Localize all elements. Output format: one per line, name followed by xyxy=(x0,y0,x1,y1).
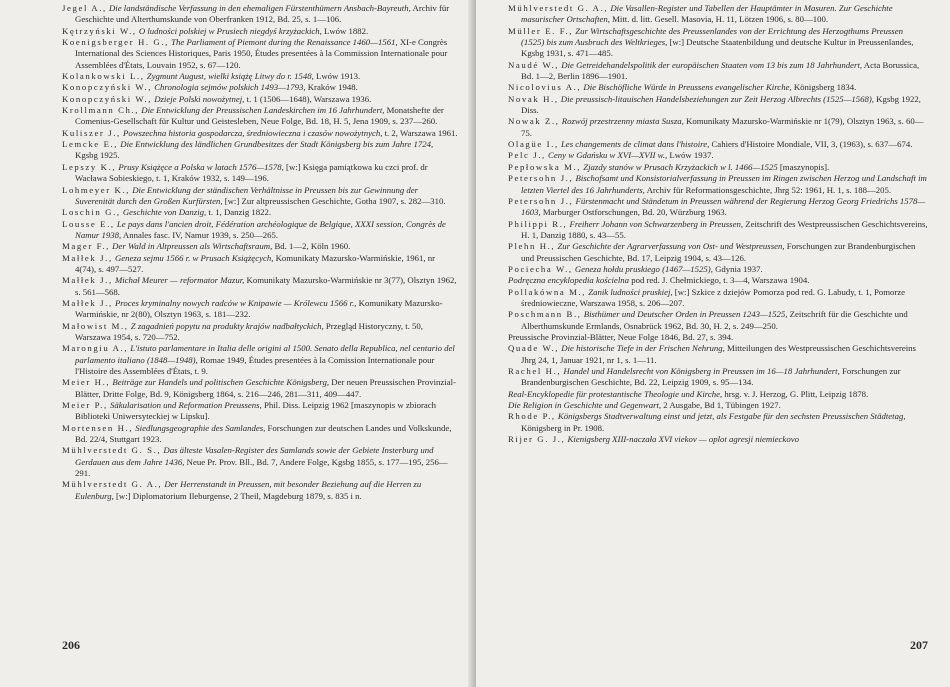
entry-title: The Parliament of Piemont during the Renaissance 1460—1561, xyxy=(168,37,398,48)
bibliography-entry xyxy=(508,150,928,161)
entry-author: Pepłowska M., xyxy=(508,161,582,172)
entry-title: Geschichte von Danzig, xyxy=(120,207,207,218)
bibliography-entry xyxy=(62,82,458,93)
entry-author: Pociecha W., xyxy=(508,263,573,274)
bibliography-entry xyxy=(508,219,928,242)
bibliography-entry xyxy=(508,26,928,60)
bibliography-entry xyxy=(508,411,928,434)
entry-title: Zjazdy stanów w Prusach Krzyżackich w l. 1466—1525 xyxy=(581,161,778,172)
entry-details: Mitteilungen des Westpreussischen Geschichtsvereins Jhrg 24, 1, Januar 1921, nr 1, s. 1—11. xyxy=(521,343,916,365)
entry-title: Zur Geschichte der Agrarverfassung von Ost- und Westpreussen, xyxy=(555,241,785,252)
bibliography-entry xyxy=(62,94,458,105)
entry-title: Geneza sejmu 1566 r. w Prusach Książęcych, xyxy=(112,252,274,263)
bibliography-entry xyxy=(62,105,458,128)
bibliography-entry xyxy=(62,26,458,37)
entry-details: Marburger Ostforschungen, Bd. 20, Würzburg 1963. xyxy=(540,207,727,218)
bibliography-entry xyxy=(508,264,928,275)
entry-title: Die Entwicklung der Preussischen Landeskirchen im 16 Jahrhundert, xyxy=(139,105,385,116)
entry-title: Dzieje Polski nowożytnej, xyxy=(152,93,245,104)
entry-author: Rachel H., xyxy=(508,366,562,376)
entry-details: Monatshefte der Comenius-Gesellschaft für Kultur und Geistesleben, Neue Folge, Bd. 18, H. 5, Jena 1909, s. 237—260. xyxy=(75,105,444,127)
entry-details: 2 Ausgabe, Bd 1, Tübingen 1927. xyxy=(661,400,781,411)
left-page xyxy=(0,0,474,687)
entry-author: Kolankowski L., xyxy=(62,71,145,82)
entry-title: Kienigsberg XIII-naczała XVI viekov — oplot agresji niemieckovo xyxy=(565,434,799,445)
entry-details: Königsberg 1834. xyxy=(791,82,857,93)
entry-details: Preussische Provinzial-Blätter, Neue Folge 1846, Bd. 27, s. 394. xyxy=(508,331,734,342)
entry-details: [w:] Deutsche Staatenbildung und deutsche Kultur in Preussenlandes, Kgsbg 1931, s. 471—485. xyxy=(521,37,914,59)
entry-details: Komunikaty Mazursko-Warmińskie, 1961, nr 4(74), s. 497—527. xyxy=(75,252,436,274)
bibliography-entry xyxy=(62,139,458,162)
entry-details: Gdynia 1937. xyxy=(712,263,763,274)
entry-details: Komunikaty Mazursko-Warmińskie nr 3(77), Olsztyn 1962, s. 561—568. xyxy=(75,275,457,297)
bibliography-entry xyxy=(62,3,458,26)
entry-title: Die historische Tiefe in der Frischen Nehrung, xyxy=(559,343,725,354)
entry-details: Annales fasc. IV, Namur 1939, s. 250—265. xyxy=(121,229,279,240)
entry-title: Der Wald in Altpreussen als Wirtschaftsraum, xyxy=(109,241,273,252)
bibliography-entry xyxy=(62,37,458,71)
bibliography-entry xyxy=(62,162,458,185)
entry-author: Mortensen H., xyxy=(62,422,134,433)
entry-details: [w:] Księga pamiątkowa ku czci prof. dr Wacława Sobieskiego, t. 1, Kraków 1932, s. 149—196. xyxy=(75,161,428,184)
entry-details: Forschungen zur deutschen Landes und Volkskunde, Bd. 22/4, Stuttgart 1923. xyxy=(75,422,452,445)
entry-author: Kętrzyński W., xyxy=(62,25,137,36)
entry-details: Mitt. d. litt. Gesell. Masovia, H. 11, Lötzen 1906, s. 80—100. xyxy=(609,14,829,25)
bibliography-entry xyxy=(62,377,458,400)
entry-title: Prusy Książęce a Polska w latach 1576—1578, xyxy=(116,161,284,172)
entry-author: Małłek J., xyxy=(62,297,113,308)
entry-details: t. 1 (1506—1648), Warszawa 1936. xyxy=(244,93,372,104)
entry-author: Meier H., xyxy=(62,377,111,388)
bibliography-entry xyxy=(62,128,458,139)
entry-author: Lohmeyer K., xyxy=(62,184,131,195)
entry-title: Freiherr Johann von Schwarzenberg in Preussen, xyxy=(567,218,744,229)
entry-details: XI-e Congrès International des Sciences Historiques, Paris 1950, Études presentées à la Commission Internationale pour Assemblées d'États, Louvain 1952, s. 67—120. xyxy=(75,37,448,70)
entry-details: Forschungen zur Brandenburgischen und Preussischen Geschichte, Bd. 17, Leipzig 1904, s. 43—126. xyxy=(521,241,916,263)
entry-author: Philippi R., xyxy=(508,218,568,229)
entry-author: Krollmann Ch., xyxy=(62,105,140,116)
entry-author: Lemcke E., xyxy=(62,139,119,150)
entry-title: O ludności polskiej w Prusiech niegdyś krzyżackich, xyxy=(136,25,322,36)
entry-details: hrsg. v. J. Herzog, G. Plitt, Leipzig 1878. xyxy=(722,388,869,399)
entry-author: Novak H., xyxy=(508,93,559,104)
entry-details: Archiv für Geschichte und Alterthumskunde von Oberfranken 1912, Bd. 25, s. 1—106. xyxy=(75,3,450,25)
entry-title: Le pays dans l'ancien droit, Fédération archéologique de Belgique, XXXI session, Congrès de Namur 1938, xyxy=(75,218,446,240)
entry-details: Kgsbg 1922, Diss. xyxy=(521,93,921,116)
entry-author: Małłek J., xyxy=(62,252,113,263)
entry-author: Małowist M., xyxy=(62,320,129,331)
entry-title: L'istuto parlamentare in Italia delle origini al 1500. Senato della Republica, nel centario del parlamento italiano (1848—1948), xyxy=(75,343,455,365)
entry-author: Poschmann B., xyxy=(508,309,582,320)
entry-title: Die Religion in Geschichte und Gegenwart, xyxy=(508,400,662,411)
entry-title: Die preussisch-litauischen Handelsbeziehungen zur Zeit Herzog Albrechts (1525—1568), xyxy=(558,93,874,104)
entry-details: Komunikaty Mazursko-Warmińskie, nr 2(80), Olsztyn 1963, s. 181—232. xyxy=(75,297,443,320)
entry-author: Nicolovius A., xyxy=(508,82,582,93)
bibliography-entry xyxy=(508,3,928,26)
entry-author: Marongiu A., xyxy=(62,343,129,354)
entry-author: Loschin G., xyxy=(62,207,121,218)
entry-details: Königsberg in Pr. 1908. xyxy=(521,422,605,433)
entry-details: Komunikaty Mazursko-Warmińskie nr 1(79), Olsztyn 1963, s. 60—75. xyxy=(521,116,924,138)
bibliography-entry xyxy=(62,219,458,242)
entry-details: [w:] Zur altpreussischen Geschichte, Gotha 1907, s. 282—310. xyxy=(222,195,446,206)
entry-title: Michał Meurer — reformator Mazur, xyxy=(112,275,245,286)
entry-author: Olagüe I., xyxy=(508,139,559,150)
entry-details: Acta Borussica, Bd. 1—2, Berlin 1896—1901. xyxy=(521,59,920,82)
bibliography-entry xyxy=(508,400,928,411)
entry-author: Müller E. F., xyxy=(508,25,574,36)
entry-title: Die Getreidehandelspolitik der europäischen Staaten vom 13 bis zum 18 Jahrhundert, xyxy=(559,59,863,70)
entry-title: Die Bischöfliche Würde in Preussens evangelischer Kirche, xyxy=(581,82,792,93)
entry-details: [w:] Szkice z dziejów Pomorza pod red. G. Labudy, t. 1, Pomorze średniowieczne, Warszawa 1958, s. 206—207. xyxy=(521,286,906,308)
bibliography-entry xyxy=(62,253,458,276)
entry-author: Rijer G. J., xyxy=(508,434,566,445)
bibliography-entry xyxy=(62,298,458,321)
entry-title: Die Entwicklung der ständischen Verhältnisse in Preussen bis zur Gewinnung der Suverenität durch den Großen Kurfürsten, xyxy=(75,184,419,206)
entry-author: Lepszy K., xyxy=(62,161,117,172)
entry-author: Naudé W., xyxy=(508,59,560,70)
entry-author: Rhode P., xyxy=(508,411,556,422)
bibliography-entry xyxy=(508,241,928,264)
entry-title: Das älteste Vasalen-Register des Samlands sowie der Gebiete Insterburg und Gerdauen aus dem Jahre 1436, xyxy=(75,445,434,467)
entry-details: Forschungen zur Brandenburgischen Geschichte, Bd. 22, Leipzig 1909, s. 95—134. xyxy=(521,366,901,388)
bibliography-entry xyxy=(62,71,458,82)
entry-author: Meier P., xyxy=(62,400,108,411)
bibliography-list xyxy=(62,3,458,502)
entry-title: Les changements de climat dans l'histoire, xyxy=(558,139,710,150)
bibliography-entry xyxy=(62,400,458,423)
entry-author: Plehn H., xyxy=(508,241,556,252)
entry-details: Archiv für Reformationsgeschichte, Jhrg 52: 1961, H. 1, s. 188—205. xyxy=(644,184,892,195)
entry-details: Zeitschrift des Westpreussischen Geschichtsvereins, H. 1, Danzig 1880, s. 43—55. xyxy=(521,218,928,240)
entry-title: Zur Wirtschaftsgeschichte des Preussenlandes von der Errichtung des Herzogthums Preussen (1525) bis zum Ausbruch des Weltkrieges, xyxy=(521,25,903,48)
entry-title: Die Entwicklung des ländlichen Grundbesitzes der Stadt Königsberg bis zum Jahre 1724, xyxy=(118,139,434,150)
entry-details: Cahiers d'Histoire Mondiale, VII, 3, (1963), s. 637—674. xyxy=(709,139,913,150)
bibliography-entry xyxy=(508,287,928,310)
bibliography-entry xyxy=(508,343,928,366)
entry-title: Bisthümer und Deutscher Orden in Preussen 1243—1525, xyxy=(581,309,788,320)
entry-details: Kgsbg 1925. xyxy=(75,150,120,161)
entry-details: Romae 1949, Études presentées à la Comission Internationale pour l'Histoire des Assemblées d'États, t. 9. xyxy=(75,354,435,376)
entry-details: Lwów 1937. xyxy=(667,150,714,161)
entry-title: Fürstenmacht und Ständetum in Preussen während der Regierung Herzog Georg Friedrichs 1578—1603, xyxy=(521,195,926,218)
bibliography-entry xyxy=(62,185,458,208)
entry-author: Konopczyński W., xyxy=(62,82,153,93)
bibliography-entry xyxy=(508,139,928,150)
bibliography-entry xyxy=(508,434,928,445)
entry-title: Geneza hołdu pruskiego (1467—1525), xyxy=(572,263,713,274)
bibliography-entry xyxy=(62,207,458,218)
page-number: 207 xyxy=(910,638,928,652)
entry-details: t. 2, Warszawa 1961. xyxy=(382,127,458,138)
bibliography-entry xyxy=(508,60,928,83)
entry-author: Nowak Z., xyxy=(508,116,560,127)
entry-title: Die landständische Verfassung in den ehemaligen Fürstenthümern Ansbach-Bayreuth, xyxy=(106,3,411,13)
bibliography-entry xyxy=(62,275,458,298)
bibliography-entry xyxy=(62,445,458,479)
entry-details: Lwów 1913. xyxy=(313,71,361,82)
bibliography-entry xyxy=(62,241,458,252)
entry-details: t. 1, Danzig 1822. xyxy=(206,207,272,218)
entry-details: Kraków 1948. xyxy=(305,82,358,93)
bibliography-entry xyxy=(508,173,928,196)
bibliography-entry xyxy=(508,275,928,286)
entry-details: Lwów 1882. xyxy=(321,25,369,36)
right-page xyxy=(476,0,950,687)
entry-details: pod red. J. Chełmickiego, t. 3—4, Warszawa 1904. xyxy=(629,275,810,286)
entry-title: Proces kryminalny nowych radców w Knipawie — Królewcu 1566 r., xyxy=(112,297,357,308)
entry-title: Säkularisation und Reformation Preussens, xyxy=(107,400,262,411)
entry-title: Podręczna encyklopedia kościelna xyxy=(508,275,629,286)
entry-author: Pelc J., xyxy=(508,150,546,161)
bibliography-entry xyxy=(62,343,458,377)
bibliography-entry xyxy=(508,309,928,332)
entry-details: Neue Pr. Prov. Bll., Bd. 7, Andere Folge, Kgsbg 1855, s. 177—195, 256—291. xyxy=(75,456,448,479)
entry-details: Der neuen Preussischen Provinzial-Blätter, Dritte Folge, Bd. 9, Königsberg 1864, s. 216—246, 281—311, 409—447. xyxy=(75,377,456,399)
entry-details: [maszynopis]. xyxy=(777,161,830,172)
entry-author: Mühlverstedt G. S., xyxy=(62,445,162,456)
bibliography-entry xyxy=(62,479,458,502)
entry-author: Pollakówna M., xyxy=(508,286,587,297)
entry-author: Lousse E., xyxy=(62,218,115,229)
entry-author: Małłek J., xyxy=(62,275,113,286)
entry-title: Ceny w Gdańsku w XVI—XVII w., xyxy=(545,150,668,161)
bibliography-entry xyxy=(508,366,928,389)
entry-details: [w:] Diplomatorium Ileburgense, 2 Theil, Magdeburg 1879, s. 835 i n. xyxy=(113,490,362,501)
entry-author: Kuliszer J., xyxy=(62,127,121,138)
entry-title: Bischofsamt und Konsistorialverfassung in Preussen im Ringen zwischen Herzog und Landschaft im letzten Viertel des 16 Jahrhunderts, xyxy=(521,173,927,195)
entry-title: Handel und Handelsrecht von Königsberg in Preussen im 16—18 Jahrhundert, xyxy=(561,366,840,376)
entry-author: Petersohn J., xyxy=(508,195,574,206)
bibliography-entry xyxy=(62,321,458,344)
entry-title: Beiträge zur Handels und politischen Geschichte Königsberg, xyxy=(110,377,330,388)
entry-details: Zeitschrift für die Geschichte und Alberthumskunde Ermlands, Osnabrück 1962, Bd. 30, H. 2, s. 249—250. xyxy=(521,309,908,331)
entry-details: Bd. 1—2, Köln 1960. xyxy=(272,241,351,252)
page-number: 206 xyxy=(62,638,80,652)
entry-title: Powszechna historia gospodarcza, średniowieczna i czasów nowożytnych, xyxy=(120,127,383,138)
bibliography-entry xyxy=(62,423,458,446)
entry-title: Chronologia sejmów polskich 1493—1793, xyxy=(152,82,306,93)
entry-details: Przegląd Historyczny, t. 50, Warszawa 1954, s. 720—752. xyxy=(75,320,423,342)
entry-author: Jegel A., xyxy=(62,3,107,13)
bibliography-entry xyxy=(508,389,928,400)
entry-title: Königsbergs Stadtverwaltung einst und jetzt, als Festgabe für den sechsten Preussischen Städtetag, xyxy=(555,411,906,422)
entry-title: Zygmunt August, wielki książę Litwy do r. 1548, xyxy=(144,71,314,82)
entry-title: Siedlungsgeographie des Samlandes, xyxy=(133,422,266,433)
bibliography-entry xyxy=(508,332,928,343)
entry-author: Koenigsberger H. G., xyxy=(62,37,169,48)
entry-title: Die Vasallen-Register und Tabellen der Hauptämter in Masuren. Zur Geschichte masurischer Ortschaften, xyxy=(521,3,893,25)
entry-author: Mühlverstedt G. A., xyxy=(508,3,609,13)
entry-title: Z zagadnień popytu na produkty krajów nadbałtyckich, xyxy=(128,320,324,331)
entry-title: Der Herrenstandt in Preussen, mit besonder Beziehung auf die Herren zu Eulenburg, xyxy=(75,479,422,501)
entry-author: Quade W., xyxy=(508,343,560,354)
entry-author: Konopczyński W., xyxy=(62,93,153,104)
entry-title: Zanik ludności pruskiej, xyxy=(586,286,673,297)
bibliography-entry xyxy=(508,162,928,173)
bibliography-entry xyxy=(508,116,928,139)
bibliography-list xyxy=(508,3,928,445)
bibliography-entry xyxy=(508,94,928,117)
entry-title: Real-Encyklopedie für protestantische Theologie und Kirche, xyxy=(508,388,723,399)
entry-author: Mühlverstedt G. A., xyxy=(62,479,163,490)
entry-author: Petersohn J., xyxy=(508,173,574,184)
bibliography-entry xyxy=(508,196,928,219)
entry-title: Rozwój przestrzenny miasta Susza, xyxy=(559,116,684,127)
entry-details: Phil. Diss. Leipzig 1962 [maszynopis w zbiorach Biblioteki Uniwersyteckiej w Lipsku]. xyxy=(75,400,437,422)
bibliography-entry xyxy=(508,82,928,93)
entry-author: Mager F., xyxy=(62,241,110,252)
